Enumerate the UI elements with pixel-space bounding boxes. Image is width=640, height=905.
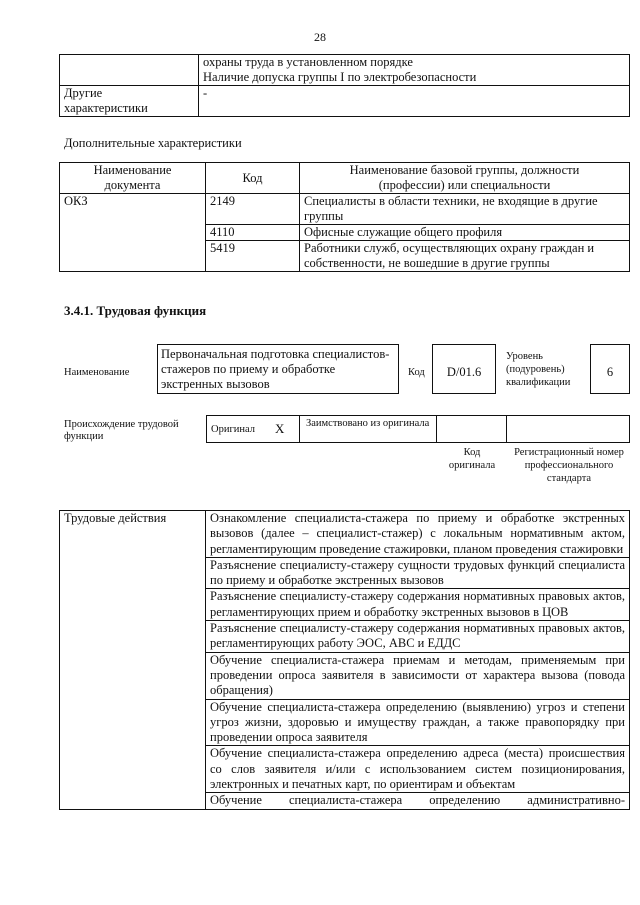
top-row1-line2: Наличие допуска группы I по электробезопасности [203, 70, 477, 84]
function-name-box: Первоначальная подготовка специалистов-стажеров по приему и обработке экстренных вызовов [157, 344, 399, 394]
code-original-box [436, 415, 507, 443]
header-group-name: Наименование базовой группы, должности (профессии) или специальности [300, 163, 630, 194]
section-title: 3.4.1. Трудовая функция [64, 303, 207, 318]
action-item: Ознакомление специалиста-стажера по приему и обработке экстренных вызовов (далее – специалист-стажер) с локальным нормативным актом, регламентирующим проведение стажировки, планом проведения стажировки [206, 511, 630, 558]
action-item: Разъяснение специалисту-стажеру содержания нормативных правовых актов, регламентирующих прием и обработку экстренных вызовов в ЦОВ [206, 589, 630, 621]
other-characteristics-label: Другие характеристики [60, 86, 199, 117]
other-characteristics-value: - [199, 86, 630, 117]
original-mark: X [275, 421, 285, 436]
top-row1-right [199, 55, 630, 86]
top-table [59, 54, 630, 117]
code-cell: 5419 [206, 241, 300, 272]
header-doc-name: Наименование документа [60, 163, 206, 194]
action-item: Обучение специалиста-стажера определению адреса (места) происшествия со слов заявителя и/или с использованием систем позиционирования, электронных и печатных карт, по ориентирам и объектам [206, 746, 630, 793]
code-original-label: Код оригинала [448, 447, 496, 471]
doc-okz: ОКЗ [60, 194, 206, 272]
action-item: Обучение специалиста-стажера определению административно- [206, 793, 630, 809]
group-name-cell: Работники служб, осуществляющих охрану граждан и собственности, не вошедшие в другие группы [300, 241, 630, 272]
name-label: Наименование [64, 367, 130, 378]
page-number: 28 [314, 30, 326, 44]
labor-actions-label: Трудовые действия [60, 511, 206, 810]
action-item: Обучение специалиста-стажера определению (выявлению) угроз и степени угроз жизни, здоровью и имуществу граждан, а также правопорядку при проведении опроса заявителя [206, 699, 630, 746]
original-label: Оригинал [211, 424, 255, 435]
additional-table [59, 162, 630, 272]
level-box: 6 [590, 344, 630, 394]
origin-label: Происхождение трудовой функции [64, 419, 179, 442]
action-item: Разъяснение специалисту-стажеру содержания нормативных правовых актов, регламентирующих работу ЭОС, АВС и ЕДДС [206, 621, 630, 653]
code-label: Код [408, 367, 425, 378]
level-label: Уровень (подуровень) квалификации [506, 351, 571, 388]
top-row1-left [60, 55, 199, 86]
function-code-box: D/01.6 [432, 344, 496, 394]
original-box [206, 415, 300, 443]
top-row1-line1: охраны труда в установленном порядке [203, 55, 413, 69]
group-name-cell: Офисные служащие общего профиля [300, 225, 630, 241]
code-cell: 4110 [206, 225, 300, 241]
reg-number-box [506, 415, 630, 443]
header-code: Код [206, 163, 300, 194]
action-item: Обучение специалиста-стажера приемам и методам, применяемым при проведении опроса заявителя в зависимости от характера вызова (повода обращения) [206, 652, 630, 699]
code-cell: 2149 [206, 194, 300, 225]
additional-title: Дополнительные характеристики [64, 136, 242, 150]
action-item: Разъяснение специалисту-стажеру сущности трудовых функций специалиста по приему и обработке экстренных вызовов [206, 557, 630, 589]
labor-actions-table [59, 510, 630, 810]
reg-number-label: Регистрационный номер профессионального стандарта [514, 447, 624, 484]
borrowed-box [299, 415, 437, 443]
group-name-cell: Специалисты в области техники, не входящие в другие группы [300, 194, 630, 225]
borrowed-label: Заимствовано из оригинала [306, 418, 430, 429]
